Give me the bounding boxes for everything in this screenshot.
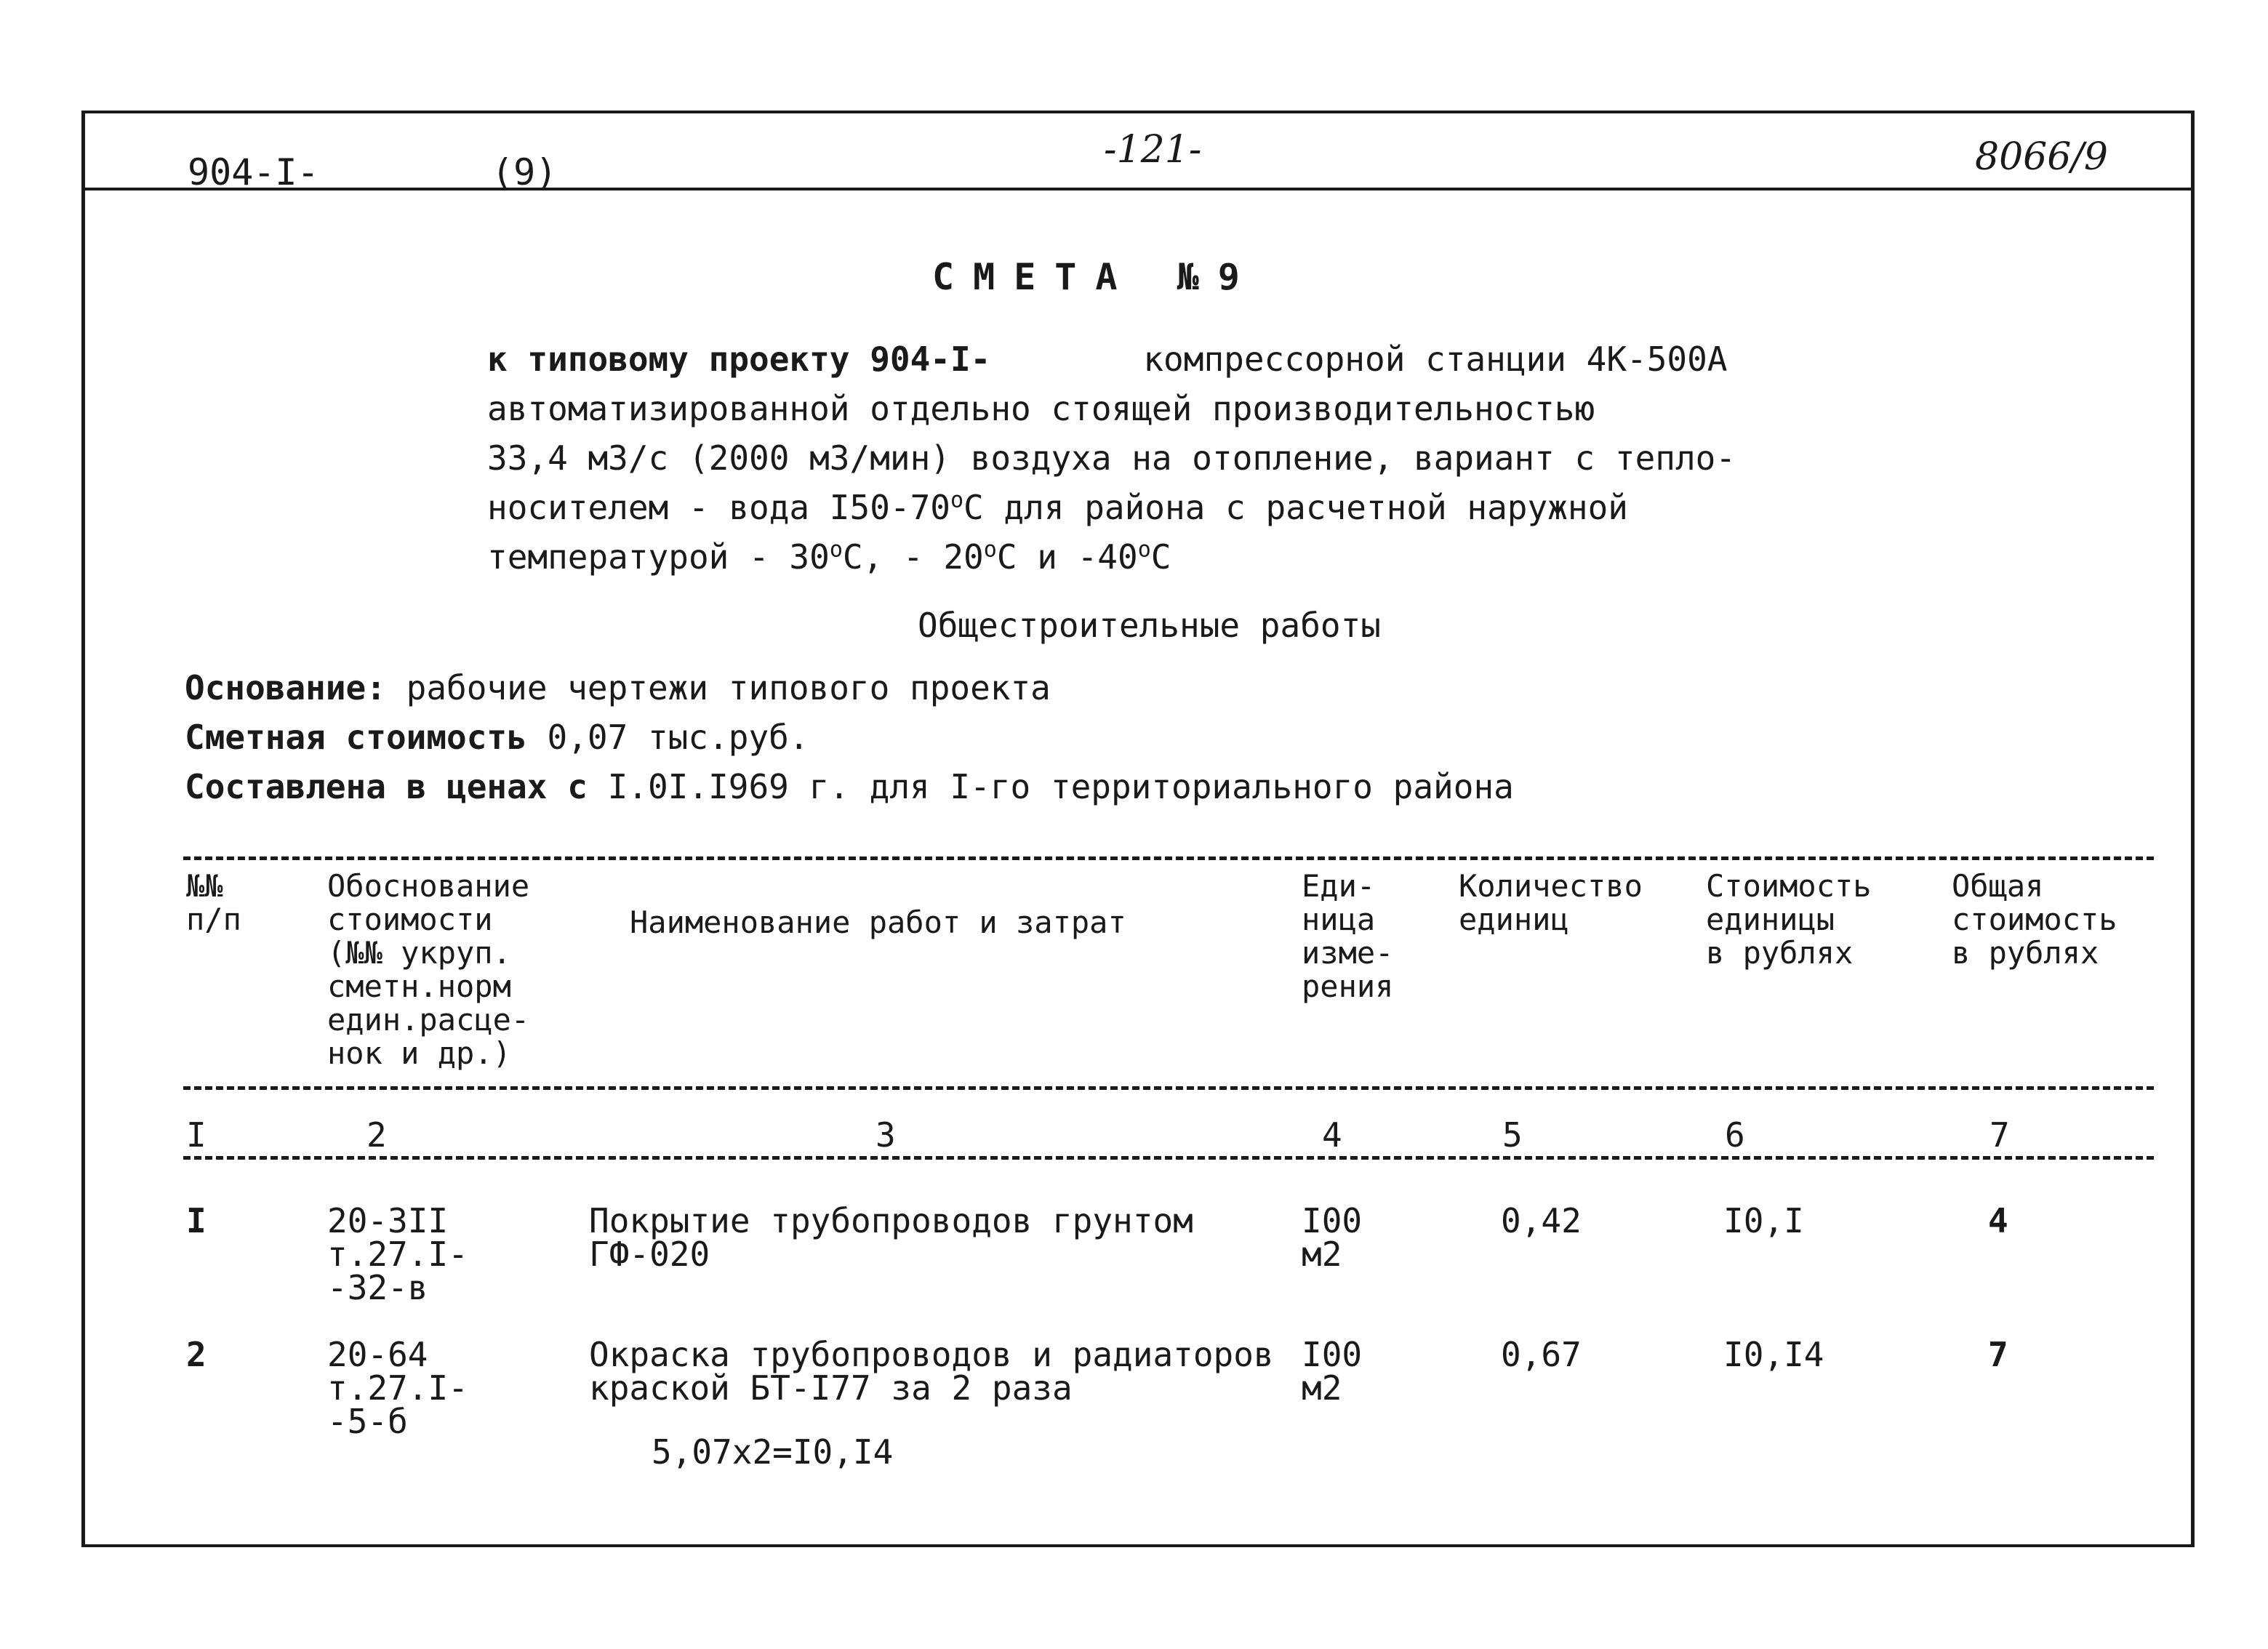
column-number-3: 3 [875, 1115, 896, 1155]
project-code: 904-I- [188, 151, 319, 193]
header-work-name: Наименование работ и затрат [630, 904, 1126, 940]
page-frame [81, 111, 2195, 1547]
column-number-1: I [186, 1115, 207, 1155]
header-total-cost: Общая стоимость в рублях [1952, 868, 2117, 971]
document-reference: 8066/9 [1975, 135, 2108, 179]
info-cost: Сметная стоимость 0,07 тыс.руб. [185, 718, 809, 757]
row-1-basis: 20-3II т.27.I- -32-в [327, 1201, 468, 1307]
row-2-basis: 20-64 т.27.I- -5-б [327, 1335, 468, 1441]
row-1-number: I [186, 1201, 207, 1240]
row-2-calculation: 5,07х2=I0,I4 [652, 1432, 894, 1472]
row-1-quantity: 0,42 [1501, 1201, 1582, 1240]
row-2-unit: I00 м2 [1302, 1335, 1363, 1408]
header-quantity: Количество единиц [1459, 868, 1643, 937]
row-1-name: Покрытие трубопроводов грунтом ГФ-020 [589, 1201, 1193, 1274]
column-number-5: 5 [1502, 1115, 1523, 1155]
header-basis: Обоснование стоимости (№№ укруп. сметн.норм един.расце- нок и др.) [327, 868, 530, 1071]
info-prices: Составлена в ценах с I.0I.I969 г. для I-го территориального района [185, 767, 1514, 806]
section-title: Общестроительные работы [918, 606, 1381, 645]
description-line-3: 33,4 м3/с (2000 м3/мин) воздуха на отопление, вариант с тепло- [487, 438, 1736, 478]
row-1-total: 4 [1988, 1201, 2008, 1240]
row-1-unit-cost: I0,I [1723, 1201, 1804, 1240]
table-column-numbers-rule [183, 1156, 2154, 1160]
album-number: (9) [492, 151, 558, 193]
description-line-5: температурой - $30^оС$, - $20^оС$ и $-40^оС$ [487, 537, 1171, 577]
estimate-title: СМЕТА №9 [932, 256, 1259, 298]
row-2-name: Окраска трубопроводов и радиаторов краской БТ-I77 за 2 раза [589, 1335, 1274, 1408]
row-1-unit: I00 м2 [1302, 1201, 1363, 1274]
description [487, 334, 1736, 582]
table-top-rule [183, 856, 2154, 860]
column-number-4: 4 [1322, 1115, 1342, 1155]
row-2-quantity: 0,67 [1501, 1335, 1582, 1374]
description-line-4: носителем - вода $I50-70^оС$ для района с расчетной наружной [487, 487, 1628, 527]
column-number-6: 6 [1725, 1115, 1745, 1155]
info-basis: Основание: рабочие чертежи типового проекта [185, 668, 1051, 707]
column-number-2: 2 [366, 1115, 387, 1155]
header-row-number: №№ п/п [186, 868, 241, 937]
header-rule [81, 188, 2195, 190]
page-number: -121- [1104, 128, 1202, 172]
row-2-total: 7 [1988, 1335, 2008, 1374]
header-unit: Еди- ница изме- рения [1302, 868, 1394, 1004]
row-2-unit-cost: I0,I4 [1723, 1335, 1824, 1374]
description-line-1: к типовому проекту 904-I- компрессорной станции 4К-500А [487, 340, 1728, 379]
column-number-7: 7 [1989, 1115, 2010, 1155]
header-unit-cost: Стоимость единицы в рублях [1706, 868, 1872, 971]
row-2-number: 2 [186, 1335, 207, 1374]
description-line-2: автоматизированной отдельно стоящей производительностью [487, 389, 1595, 428]
table-header-rule [183, 1086, 2154, 1090]
